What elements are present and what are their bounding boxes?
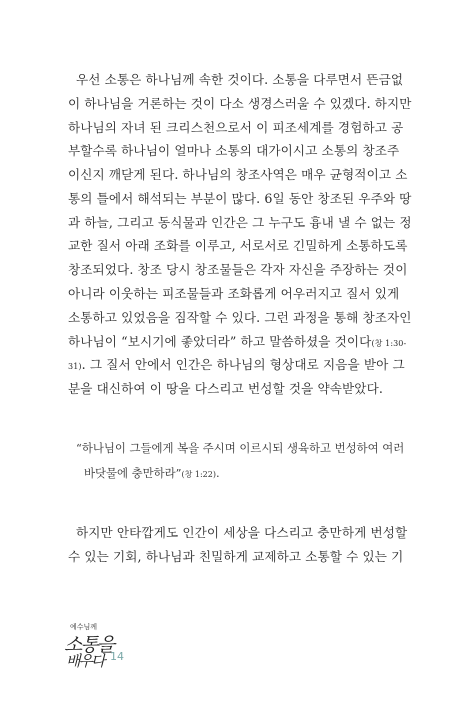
logo-main-text: 소통을 — [64, 634, 114, 656]
paragraph-line: 이 하나님을 거론하는 것이 다소 생경스러울 수 있겠다. 하지만 — [68, 96, 412, 111]
paragraph-line: 이신지 깨닫게 된다. 하나님의 창조사역은 매우 균형적이고 소 — [68, 167, 408, 182]
paragraph-line — [68, 333, 407, 353]
quote-line: “하나님이 그들에게 복을 주시며 이르시되 생육하고 번성하여 여러 — [76, 441, 405, 455]
scripture-reference: (창 1:22) — [181, 470, 216, 479]
paragraph-line: 아니라 이웃하는 피조물들과 조화롭게 어우러지고 질서 있게 — [68, 286, 400, 301]
paragraph-line: 부할수록 하나님이 얼마나 소통의 대가이시고 소통의 창조주 — [68, 143, 400, 158]
paragraph-line: 소통하고 있었음을 짐작할 수 있다. 그런 과정을 통해 창조자인 — [68, 310, 412, 325]
paragraph-line: 수 있는 기회, 하나님과 친밀하게 교제하고 소통할 수 있는 기 — [68, 549, 404, 564]
line-text: 바닷물에 충만하라” — [84, 466, 182, 480]
scripture-reference: (창 1:30- — [371, 339, 407, 348]
paragraph-line: 창조되었다. 창조 당시 창조물들은 각자 자신을 주장하는 것이 — [68, 262, 408, 277]
footer-logo — [62, 622, 132, 668]
paragraph-line: 교한 질서 아래 조화를 이루고, 서로서로 긴밀하게 소통하도록 — [68, 238, 408, 253]
paragraph-line: 통의 틀에서 해석되는 부분이 많다. 6일 동안 창조된 우주와 땅 — [68, 191, 412, 206]
logo-top-text: 예수님께 — [70, 623, 98, 631]
paragraph-line — [68, 356, 404, 376]
line-text: 하나님이 “보시기에 좋았더라” 하고 말씀하셨을 것이다 — [68, 334, 372, 349]
paragraph-line: 하지만 안타깝게도 인간이 세상을 다스리고 충만하게 번성할 — [76, 525, 408, 540]
logo-sub-text: 배우다 — [66, 652, 104, 670]
paragraph-line: 하나님의 자녀 된 크리스천으로서 이 피조세계를 경험하고 공 — [68, 120, 404, 135]
paragraph-line: 과 하늘, 그리고 동식물과 인간은 그 누구도 흉내 낼 수 없는 정 — [68, 215, 412, 230]
line-text: . 그 질서 안에서 인간은 하나님의 형상대로 지음을 받아 그 — [81, 357, 405, 372]
line-text: . — [215, 466, 220, 480]
paragraph-line: 우선 소통은 하나님께 속한 것이다. 소통을 다루면서 뜬금없 — [76, 72, 404, 87]
page-number: 14 — [110, 650, 124, 663]
scripture-reference: 31) — [68, 362, 82, 371]
quote-line — [84, 465, 414, 483]
paragraph-line: 분을 대신하여 이 땅을 다스리고 번성할 것을 약속받았다. — [68, 381, 383, 396]
